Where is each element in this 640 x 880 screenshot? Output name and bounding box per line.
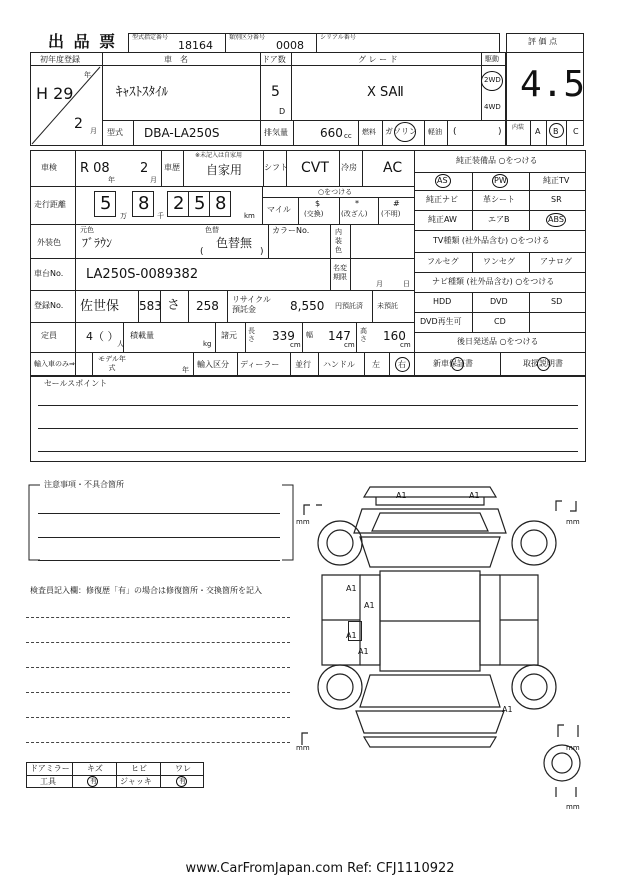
selected-circle-icon bbox=[435, 174, 451, 188]
mileage-digit: 5 bbox=[194, 193, 206, 214]
later-warranty: 新車保証書 bbox=[433, 359, 473, 368]
sales-point-box bbox=[30, 376, 586, 462]
length-value: 339 bbox=[272, 329, 295, 343]
recycle-value: 8,550 bbox=[290, 299, 325, 313]
reg-kana: さ bbox=[167, 298, 181, 313]
selected-circle-icon bbox=[549, 123, 564, 138]
inspection-value: R 08 bbox=[80, 161, 110, 176]
first-reg-year: H 29 bbox=[36, 84, 74, 103]
damage-mark: A1 bbox=[358, 647, 369, 656]
score-value: 4.5 bbox=[520, 64, 586, 105]
selected-circle-icon bbox=[537, 357, 550, 371]
car-outline-diagram bbox=[300, 475, 600, 815]
tire-unit: mm bbox=[296, 518, 310, 526]
reg-class: 583 bbox=[139, 299, 162, 313]
equip-abs: ABS bbox=[548, 215, 564, 224]
later-manual: 取扱説明書 bbox=[523, 359, 563, 368]
footer-reference: www.CarFromJapan.com Ref: CFJ1110922 bbox=[185, 861, 455, 876]
page-title: 出 品 票 bbox=[48, 32, 118, 51]
cooling-value: AC bbox=[383, 160, 403, 176]
mileage-digit: 8 bbox=[215, 193, 227, 214]
shift-value: CVT bbox=[301, 160, 329, 176]
width-value: 147 bbox=[328, 329, 351, 343]
equip-as: AS bbox=[437, 176, 448, 185]
grade-value: X SAⅡ bbox=[367, 85, 404, 100]
doors-value: 5 bbox=[271, 84, 280, 100]
car-name: ｷｬｽﾄｽﾀｲﾙ bbox=[116, 85, 168, 100]
model-type-value: DBA-LA250S bbox=[144, 126, 220, 140]
selected-circle-icon bbox=[451, 357, 464, 371]
reg-area: 佐世保 bbox=[80, 299, 120, 314]
damage-mark: A1 bbox=[396, 491, 407, 500]
original-color-value: ﾌﾞﾗｳﾝ bbox=[82, 236, 113, 250]
damage-mark: A1 bbox=[364, 601, 375, 610]
height-value: 160 bbox=[383, 329, 406, 343]
repair-box-icon bbox=[348, 621, 362, 641]
reg-number: 258 bbox=[196, 299, 219, 313]
category-value: 0008 bbox=[276, 39, 304, 52]
tire-unit: mm bbox=[566, 518, 580, 526]
mileage-digit: 2 bbox=[173, 193, 185, 214]
drive-2wd: 2WD bbox=[484, 76, 501, 84]
selected-circle-icon bbox=[481, 71, 503, 91]
handle-right: 右 bbox=[398, 360, 406, 369]
damage-mark: A1 bbox=[346, 584, 357, 593]
selected-circle-icon bbox=[87, 776, 98, 787]
model-designation-value: 18164 bbox=[178, 39, 213, 52]
mileage-digit: 8 bbox=[138, 193, 150, 214]
color-change-value: 色替無 bbox=[216, 236, 253, 250]
tire-unit: mm bbox=[566, 744, 580, 752]
equip-pw: PW bbox=[494, 176, 507, 185]
notes-bracket bbox=[24, 478, 298, 562]
capacity-value: 4（ ） bbox=[86, 330, 119, 343]
tire-unit: mm bbox=[296, 744, 310, 752]
interior-grade-b: B bbox=[553, 127, 559, 136]
selected-circle-icon bbox=[394, 122, 416, 142]
selected-circle-icon bbox=[176, 776, 187, 787]
damage-mark: A1 bbox=[469, 491, 480, 500]
selected-circle-icon bbox=[492, 174, 508, 188]
legend-tool-value: 有 bbox=[90, 777, 97, 785]
history-value: 自家用 bbox=[206, 163, 243, 177]
displacement-value: 660 bbox=[320, 126, 343, 140]
chassis-value: LA250S-0089382 bbox=[86, 267, 199, 282]
damage-mark: A1 bbox=[346, 631, 357, 640]
selected-circle-icon bbox=[395, 357, 410, 372]
damage-mark: A1 bbox=[502, 705, 513, 714]
first-reg-month: 2 bbox=[74, 116, 83, 132]
selected-circle-icon bbox=[546, 213, 566, 227]
legend-jack-value: 有 bbox=[179, 777, 186, 785]
mileage-digit: 5 bbox=[100, 193, 112, 214]
tire-unit: mm bbox=[566, 803, 580, 811]
